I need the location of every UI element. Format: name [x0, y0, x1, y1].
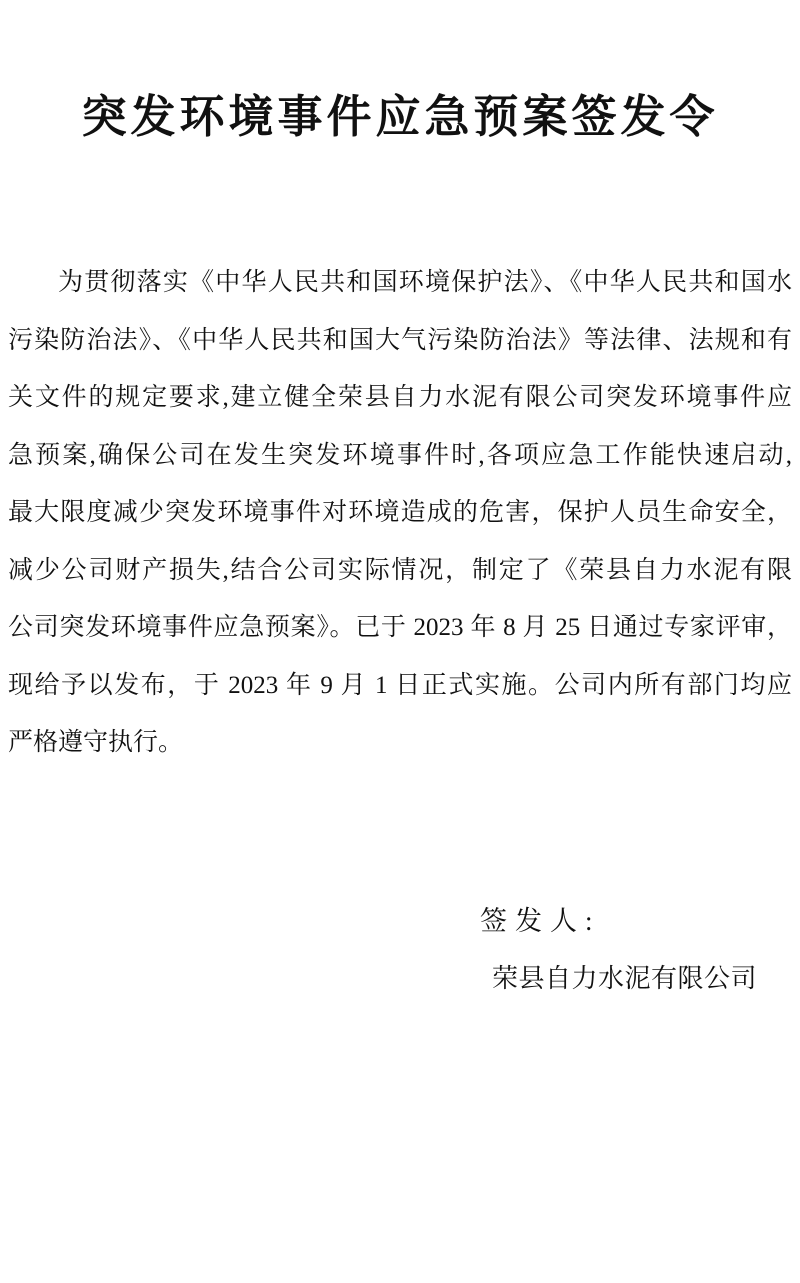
body-line: 污染防治法》、《中华人民共和国大气污染防治法》等法律、法规和有: [8, 326, 792, 354]
body-paragraph: [8, 254, 792, 772]
body-line: 减少公司财产损失,结合公司实际情况，制定了《荣县自力水泥有限: [8, 556, 792, 584]
body-lines: [8, 254, 792, 714]
body-line: 急预案,确保公司在发生突发环境事件时,各项应急工作能快速启动,: [8, 441, 792, 469]
body-line: 现给予以发布，于 2023 年 9 月 1 日正式实施。公司内所有部门均应: [8, 671, 792, 699]
body-last-line: 严格遵守执行。: [8, 729, 184, 756]
body-line: 公司突发环境事件应急预案》。已于 2023 年 8 月 25 日通过专家评审，: [8, 614, 792, 641]
document-title: 突发环境事件应急预案签发令: [81, 92, 719, 142]
signature-block: [0, 893, 800, 1007]
body-line: 为贯彻落实《中华人民共和国环境保护法》、《中华人民共和国水: [58, 269, 792, 296]
company-name: 荣县自力水泥有限公司: [492, 963, 758, 993]
body-line: 最大限度减少突发环境事件对环境造成的危害，保护人员生命安全，: [8, 499, 792, 526]
signer-label: 签发人:: [480, 905, 601, 936]
body-line: 关文件的规定要求,建立健全荣县自力水泥有限公司突发环境事件应: [8, 384, 792, 411]
